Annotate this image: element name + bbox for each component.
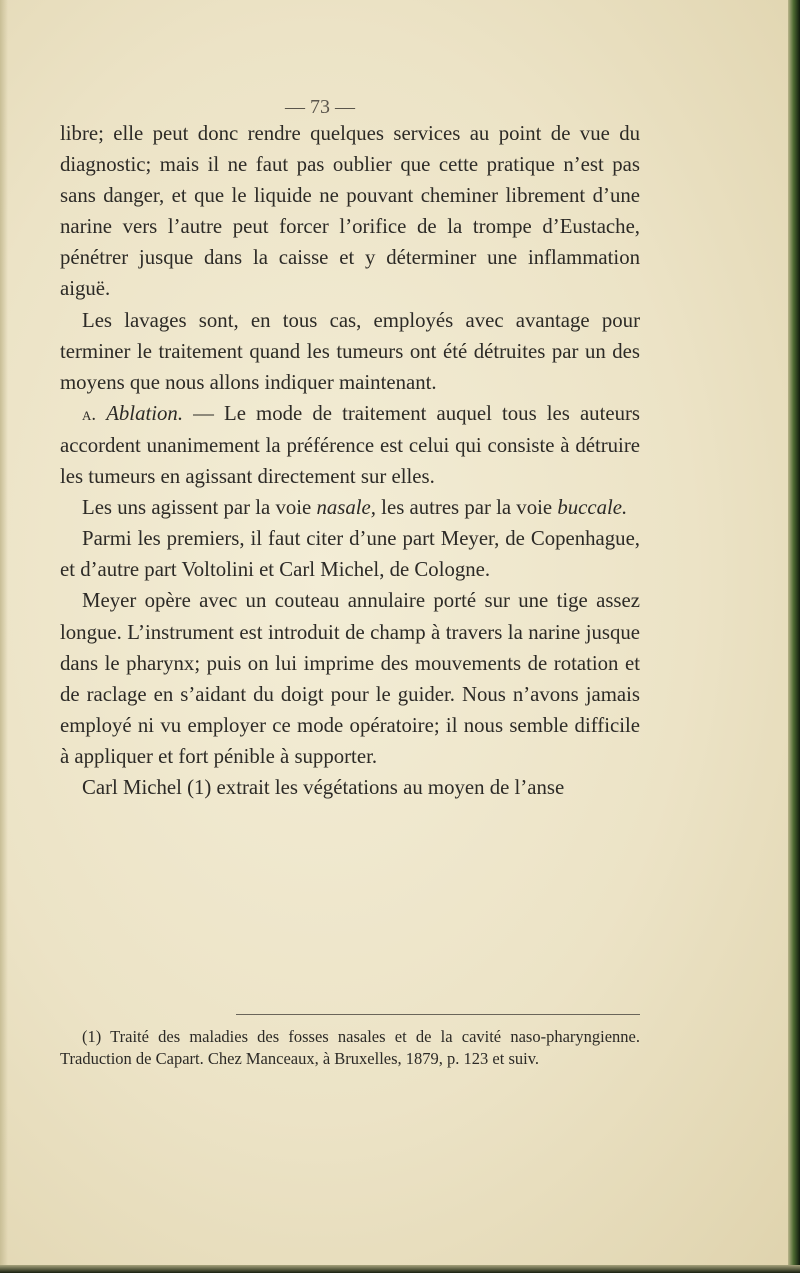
paragraph-2: Les lavages sont, en tous cas, employés avec avantage pour terminer le traitement quand les tumeurs ont été détruites par un des moyens que nous allons indiquer maintenant. [60,308,640,394]
footnote-rule [236,1014,640,1015]
voie-text-1: Les uns agissent par la voie [82,496,317,520]
paragraph-carl-michel: Carl Michel (1) extrait les végétations au moyen de l’anse [82,775,565,799]
body-text [60,118,640,803]
page-left-shadow [0,0,8,1273]
page-bottom-edge [0,1265,800,1273]
paragraph-voies [60,492,640,523]
paragraph-1: libre; elle peut donc rendre quelques services au point de vue du diagnostic; mais il ne faut pas oublier que cette pratique n’est pas sans danger, et que le liquide ne pouvant cheminer librement d’une narine vers l’autre peut forcer l’orifice de la trompe d’Eustache, pénétrer jusque dans la caisse et y déterminer une inflammation aiguë. [60,122,640,301]
paragraph-meyer: Meyer opère avec un couteau annulaire porté sur une tige assez longue. L’instrument est introduit de champ à travers la narine jusque dans le pharynx; puis on lui imprime des mouvements de rotation et de raclage en s’aidant du doigt pour le guider. Nous n’avons jamais employé ni vu employer ce mode opératoire; il nous semble difficile à appliquer et fort pénible à supporter. [60,589,640,768]
section-marker: a. [82,403,97,425]
footnote-text: (1) Traité des maladies des fosses nasales et de la cavité naso-pharyngienne. Traduction de Capart. Chez Manceaux, à Bruxelles, 1879, p. 123 et suiv. [60,1027,640,1068]
section-text: — Le mode de traitement auquel tous les auteurs accordent unanimement la préférence est celui qui consiste à détruire les tumeurs en agissant directement sur elles. [60,401,641,489]
voie-text-2: les autres par la voie [375,496,558,520]
section-title: Ablation. [106,401,184,425]
paragraph-parmi: Parmi les premiers, il faut citer d’une part Meyer, de Copenhague, et d’autre part Voltolini et Carl Michel, de Cologne. [60,527,640,582]
page-right-edge [788,0,800,1273]
page-number: — 73 — [285,96,355,118]
footnote [60,1026,640,1070]
voie-buccale: buccale. [557,496,628,520]
voie-nasale: nasale, [316,496,376,520]
paragraph-ablation [60,398,640,492]
